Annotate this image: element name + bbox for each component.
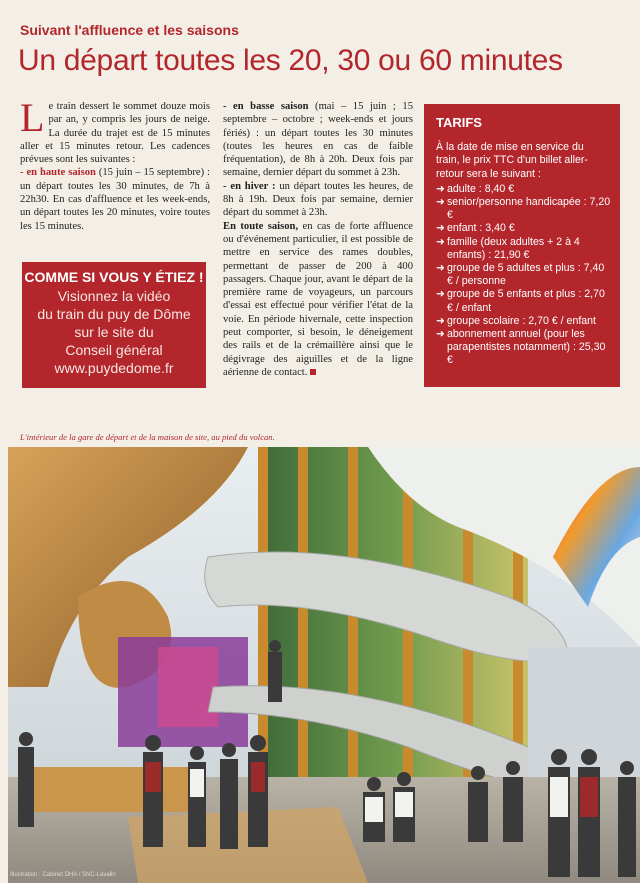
promo-line: sur le site du [74,324,154,340]
promo-website-link[interactable]: www.puydedome.fr [54,360,174,376]
tarif-item: ➜ groupe de 5 adultes et plus : 7,40 € / personne [436,262,605,288]
arrow-right-icon: ➜ [436,288,445,301]
tarif-item: ➜ groupe scolaire : 2,70 € / enfant [436,314,597,327]
drop-cap: L [20,95,45,140]
tarif-item: ➜ adulte : 8,40 € [436,182,515,195]
tarif-item: ➜ groupe de 5 enfants et plus : 2,70 € / enfant [436,288,605,314]
arrow-right-icon: ➜ [436,196,445,209]
article-column-1 [20,95,210,233]
tarifs-intro: À la date de mise en service du train, le prix TTC d'un billet aller-retour sera le suivant : [436,141,588,180]
promo-line: du train du puy de Dôme [37,306,191,322]
arrow-right-icon: ➜ [436,262,445,275]
section-kicker: Suivant l'affluence et les saisons [20,22,239,38]
article-column-2 [223,100,413,379]
high-season-text: (15 juin – 15 septembre) : un départ toutes les 30 minutes, de 7h à 22h30. En cas d'affluence et les week-ends, un départ toutes les 20 minutes, voire toutes les 15 minutes. [20,167,210,232]
station-interior-illustration [8,447,640,883]
end-mark-icon [310,369,316,375]
winter-label: - en hiver : [223,180,276,192]
winter-text: un départ toutes les heures, de 8h à 19h. Deux fois par semaine, dernier départ du sommet à 23h. [223,180,413,219]
promo-body [22,287,206,377]
photo-caption: L'intérieur de la gare de départ et de la maison de site, au pied du volcan. [20,432,275,442]
low-season-label: - en basse saison [223,101,309,112]
arrow-right-icon: ➜ [436,235,445,248]
illustration-credit: Illustration : Cabinet DHA / SNC-Lavalin [10,872,116,878]
promo-line: Visionnez la vidéo [57,288,171,304]
tarif-item: ➜ abonnement annuel (pour les parapentistes notamment) : 25,30 € [436,328,606,367]
arrow-right-icon: ➜ [436,328,445,341]
tarifs-title: TARIFS [436,115,482,130]
tarifs-list [436,183,612,368]
all-season-text: en cas de forte affluence ou d'événement particulier, il est possible de mettre en service des rames doubles, permettant de passer de 200 à 400 passagers. Chaque jour, avant le départ de la première rame de voyageurs, un parcours d'essai est effectué pour vérifier l'état de la voie. En période hivernale, cette inspection peut comporter, si besoin, le déneigement des rails et de la crémaillère ainsi que le dégivrage des aiguilles et de la ligne aérienne de contact. [223,220,413,378]
video-promo-box [22,262,206,388]
promo-title: COMME SI VOUS Y ÉTIEZ ! [24,269,204,285]
article-intro: e train dessert le sommet douze mois par an, y compris les jours de neige. La durée du trajet est de 15 minutes aller et 15 minutes retour. Les cadences prévues sont les suivantes : [20,101,210,166]
tarifs-box [424,104,620,387]
tarif-item: ➜ famille (deux adultes + 2 à 4 enfants) : 21,90 € [436,235,580,261]
arrow-right-icon: ➜ [436,314,445,327]
all-season-label: En toute saison, [223,220,299,232]
tarif-item: ➜ senior/personne handicapée : 7,20 € [436,196,611,222]
high-season-label: - en haute saison [20,167,96,179]
page-title: Un départ toutes les 20, 30 ou 60 minutes [18,44,563,77]
arrow-right-icon: ➜ [436,222,445,235]
arrow-right-icon: ➜ [436,182,445,195]
low-season-text: (mai – 15 juin ; 15 septembre – octobre ; week-ends et jours fériés) : un départ toutes les 30 minutes (toutes les heures en cas de faible fréquentation), de 8h à 20h. Deux fois par semaine, dernier départ du sommet à 23h. [223,101,413,179]
promo-line: Conseil général [65,342,163,358]
tarif-item: ➜ enfant : 3,40 € [436,222,515,235]
reception-desk [28,767,188,812]
